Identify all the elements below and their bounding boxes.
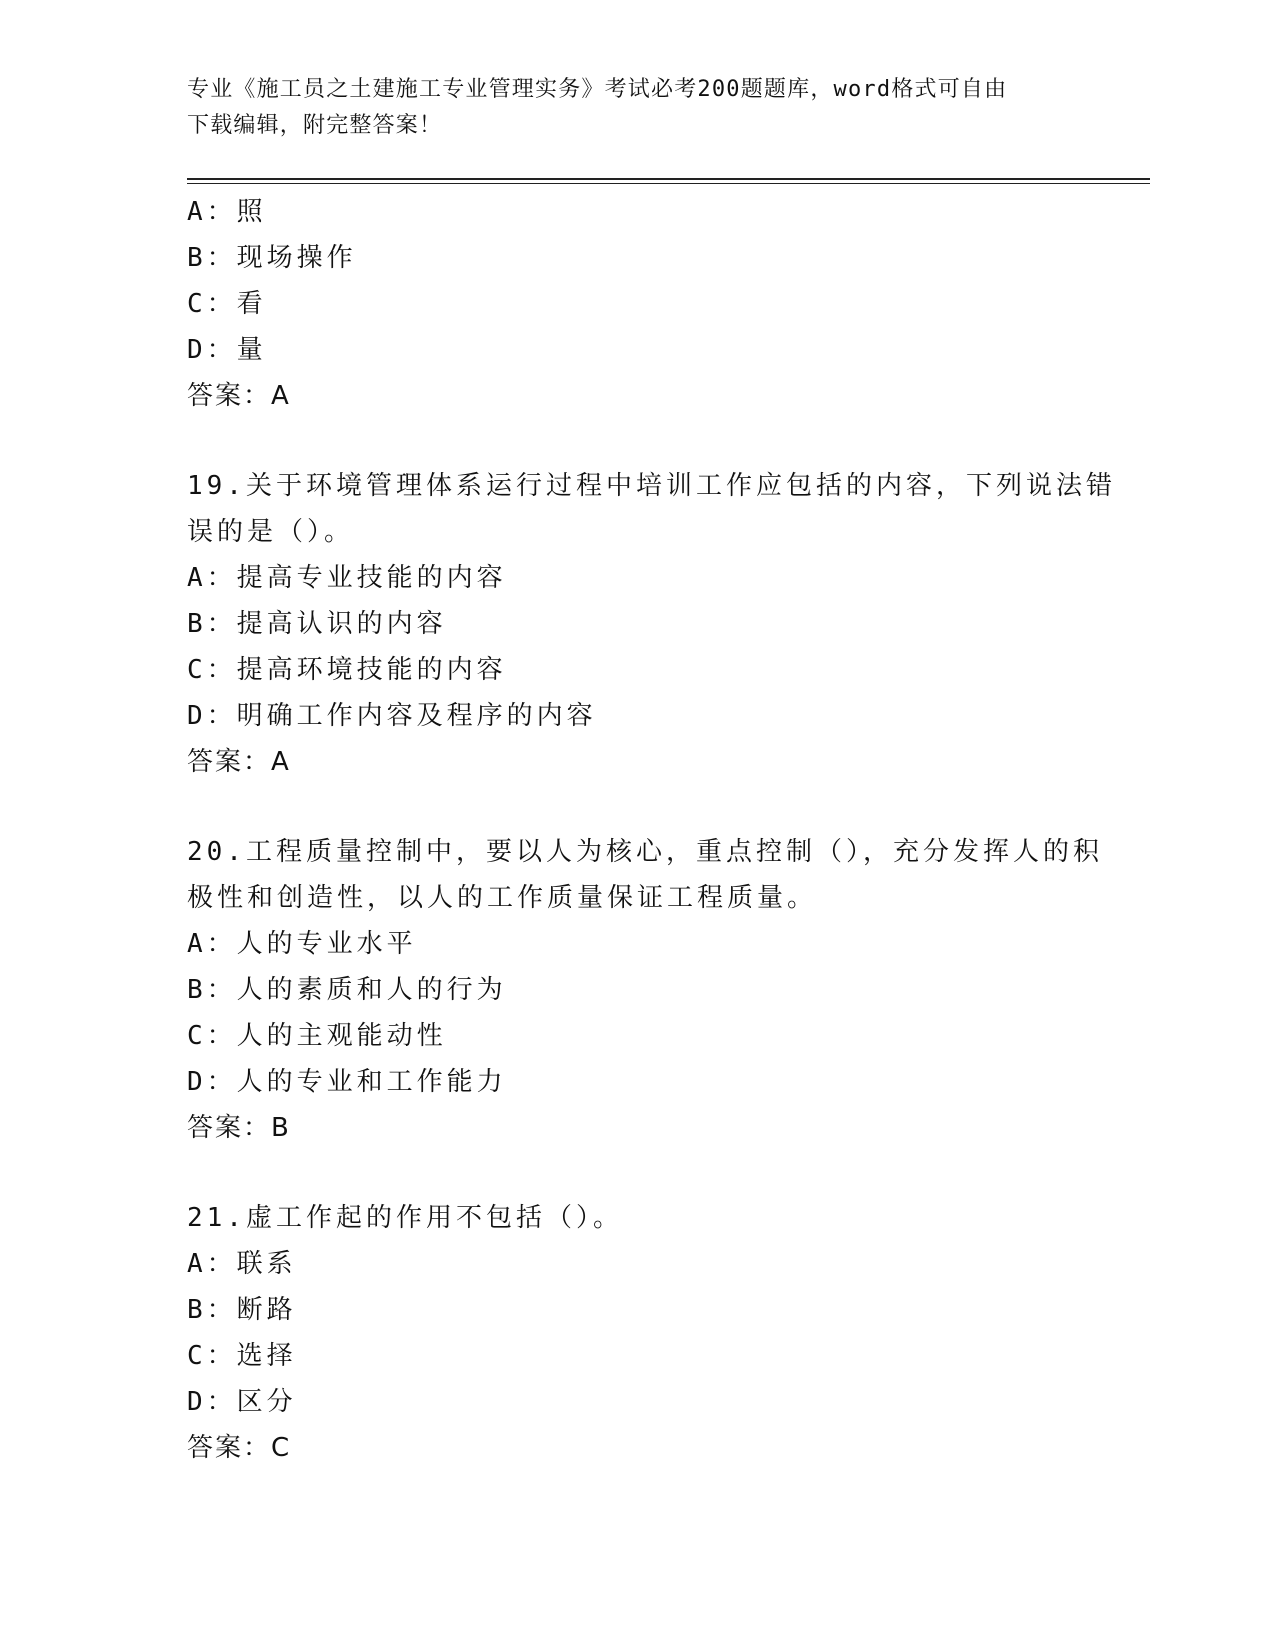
option-a: A：人的专业水平 — [187, 929, 417, 959]
option-a: A：照 — [187, 197, 267, 227]
option-b: B：断路 — [187, 1295, 297, 1325]
option-d: D：量 — [187, 335, 267, 365]
option-b: B：现场操作 — [187, 243, 357, 273]
header-divider-thin — [187, 183, 1150, 184]
option-d: D：区分 — [187, 1387, 297, 1417]
option-c: C：提高环境技能的内容 — [187, 655, 507, 685]
question-stem-line-2: 极性和创造性，以人的工作质量保证工程质量。 — [187, 883, 818, 913]
question-20 — [187, 829, 1103, 1151]
option-a: A：提高专业技能的内容 — [187, 563, 507, 593]
header-line-2: 下载编辑，附完整答案！ — [187, 113, 443, 138]
option-a: A：联系 — [187, 1249, 297, 1279]
answer-line: 答案：A — [187, 747, 291, 777]
option-c: C：选择 — [187, 1341, 297, 1371]
option-d: D：人的专业和工作能力 — [187, 1067, 507, 1097]
header-line-1: 专业《施工员之土建施工专业管理实务》考试必考200题题库，word格式可自由 — [187, 77, 1008, 102]
option-d: D：明确工作内容及程序的内容 — [187, 701, 597, 731]
answer-line: 答案：C — [187, 1433, 292, 1463]
question-list — [187, 189, 1116, 1471]
option-c: C：人的主观能动性 — [187, 1021, 447, 1051]
question-stem-line-1: 19.关于环境管理体系运行过程中培训工作应包括的内容，下列说法错 — [187, 471, 1116, 501]
answer-line: 答案：B — [187, 1113, 291, 1143]
question-stem-line-1: 20.工程质量控制中，要以人为核心，重点控制（），充分发挥人的积 — [187, 837, 1103, 867]
header-divider-thick — [187, 178, 1150, 180]
answer-line: 答案：A — [187, 381, 291, 411]
question-stem-line-1: 21.虚工作起的作用不包括（）。 — [187, 1203, 623, 1233]
document-header — [187, 72, 1067, 144]
option-b: B：提高认识的内容 — [187, 609, 447, 639]
option-b: B：人的素质和人的行为 — [187, 975, 507, 1005]
question-18 — [187, 189, 1087, 419]
question-19 — [187, 463, 1116, 785]
option-c: C：看 — [187, 289, 267, 319]
question-21 — [187, 1195, 1087, 1471]
question-stem-line-2: 误的是（）。 — [187, 517, 355, 547]
